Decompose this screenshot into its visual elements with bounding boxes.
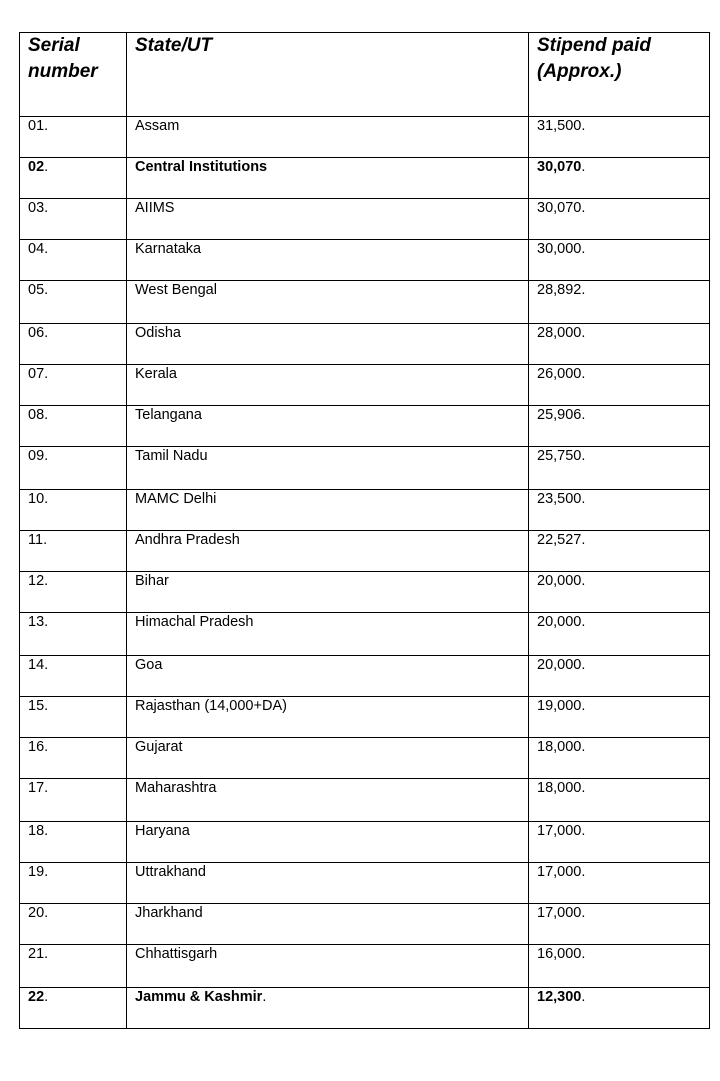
cell-stipend-amount — [529, 447, 710, 490]
cell-serial-number-value: 19 — [28, 864, 45, 880]
cell-serial-number — [20, 365, 127, 406]
cell-stipend-amount-suffix: . — [581, 573, 586, 589]
cell-serial-number-value: 10 — [28, 491, 45, 507]
cell-stipend-amount-value: 18,000 — [537, 739, 582, 755]
cell-serial-number — [20, 904, 127, 945]
cell-stipend-amount-value: 30,070 — [537, 200, 582, 216]
table-row — [20, 822, 710, 863]
cell-stipend-amount-suffix: . — [581, 282, 586, 298]
cell-stipend-amount-suffix: . — [581, 407, 586, 423]
cell-serial-number — [20, 822, 127, 863]
header-stipend-paid: Stipend paid (Approx.) — [529, 33, 710, 117]
cell-stipend-amount-suffix: . — [581, 241, 586, 257]
cell-stipend-amount-suffix: . — [581, 448, 586, 464]
cell-serial-number-value: 20 — [28, 905, 45, 921]
cell-serial-number-suffix: . — [44, 946, 49, 962]
cell-stipend-amount-suffix: . — [581, 780, 586, 796]
cell-stipend-amount-suffix: . — [581, 823, 586, 839]
cell-state-ut-value: Goa — [135, 657, 163, 673]
cell-stipend-amount-value: 30,000 — [537, 241, 582, 257]
cell-state-ut — [127, 988, 529, 1029]
table-row — [20, 406, 710, 447]
cell-serial-number — [20, 447, 127, 490]
cell-serial-number-suffix: . — [44, 241, 49, 257]
cell-stipend-amount-value: 25,906 — [537, 407, 582, 423]
cell-serial-number-suffix: . — [44, 491, 49, 507]
cell-serial-number-suffix: . — [43, 532, 48, 548]
cell-serial-number — [20, 988, 127, 1029]
cell-state-ut — [127, 490, 529, 531]
cell-stipend-amount-suffix: . — [581, 200, 586, 216]
cell-state-ut — [127, 822, 529, 863]
cell-stipend-amount-value: 20,000 — [537, 573, 582, 589]
cell-state-ut-value: Andhra Pradesh — [135, 532, 240, 548]
cell-serial-number-suffix: . — [44, 366, 49, 382]
cell-stipend-amount — [529, 572, 710, 613]
cell-serial-number-value: 03 — [28, 200, 45, 216]
cell-state-ut-value: Bihar — [135, 573, 169, 589]
cell-serial-number-suffix: . — [44, 282, 49, 298]
cell-stipend-amount — [529, 117, 710, 158]
cell-serial-number-value: 02 — [28, 159, 45, 175]
cell-stipend-amount — [529, 945, 710, 988]
table-row — [20, 613, 710, 656]
table-row — [20, 158, 710, 199]
table-row — [20, 863, 710, 904]
cell-stipend-amount — [529, 281, 710, 324]
cell-serial-number-value: 18 — [28, 823, 45, 839]
cell-stipend-amount-suffix: . — [581, 864, 586, 880]
cell-serial-number-value: 17 — [28, 780, 45, 796]
cell-serial-number — [20, 406, 127, 447]
cell-serial-number — [20, 199, 127, 240]
cell-stipend-amount-value: 20,000 — [537, 657, 582, 673]
cell-state-ut-value: Jammu & Kashmir — [135, 989, 263, 1005]
cell-stipend-amount-suffix: . — [581, 366, 586, 382]
cell-state-ut-value: Gujarat — [135, 739, 183, 755]
cell-state-ut — [127, 281, 529, 324]
cell-stipend-amount-value: 26,000 — [537, 366, 582, 382]
cell-serial-number — [20, 158, 127, 199]
cell-stipend-amount-value: 16,000 — [537, 946, 582, 962]
cell-serial-number-value: 05 — [28, 282, 45, 298]
cell-state-ut — [127, 779, 529, 822]
cell-state-ut-value: West Bengal — [135, 282, 217, 298]
cell-serial-number-suffix: . — [44, 823, 49, 839]
cell-serial-number-suffix: . — [44, 325, 49, 341]
cell-stipend-amount — [529, 863, 710, 904]
cell-state-ut — [127, 656, 529, 697]
cell-state-ut-value: Uttrakhand — [135, 864, 206, 880]
cell-stipend-amount — [529, 199, 710, 240]
cell-serial-number-suffix: . — [44, 573, 49, 589]
cell-stipend-amount-value: 28,000 — [537, 325, 582, 341]
cell-state-ut-value: Central Institutions — [135, 159, 268, 175]
cell-state-ut — [127, 240, 529, 281]
table-row — [20, 988, 710, 1029]
cell-stipend-amount — [529, 531, 710, 572]
cell-state-ut-value: Kerala — [135, 366, 177, 382]
cell-serial-number-value: 12 — [28, 573, 45, 589]
cell-stipend-amount-suffix: . — [581, 739, 586, 755]
table-row — [20, 572, 710, 613]
table-row — [20, 447, 710, 490]
cell-serial-number-suffix: . — [44, 200, 49, 216]
cell-stipend-amount-value: 19,000 — [537, 698, 582, 714]
cell-serial-number — [20, 324, 127, 365]
cell-state-ut — [127, 447, 529, 490]
cell-stipend-amount-suffix: . — [581, 905, 586, 921]
cell-state-ut-value: Telangana — [135, 407, 202, 423]
cell-serial-number-suffix: . — [44, 657, 49, 673]
cell-state-ut-value: Karnataka — [135, 241, 202, 257]
table-row — [20, 656, 710, 697]
table-row — [20, 945, 710, 988]
cell-serial-number — [20, 490, 127, 531]
cell-serial-number-suffix: . — [44, 448, 49, 464]
cell-stipend-amount-value: 30,070 — [537, 159, 582, 175]
cell-serial-number — [20, 572, 127, 613]
table-body — [20, 117, 710, 1029]
cell-state-ut — [127, 199, 529, 240]
cell-serial-number-value: 16 — [28, 739, 45, 755]
cell-serial-number-suffix: . — [44, 905, 49, 921]
table-row — [20, 738, 710, 779]
cell-serial-number-suffix: . — [44, 159, 49, 175]
cell-state-ut-value: Haryana — [135, 823, 190, 839]
cell-state-ut — [127, 117, 529, 158]
cell-serial-number-value: 01 — [28, 118, 45, 134]
cell-stipend-amount — [529, 324, 710, 365]
table-row — [20, 324, 710, 365]
cell-serial-number-suffix: . — [44, 989, 49, 1005]
cell-serial-number — [20, 945, 127, 988]
cell-stipend-amount — [529, 988, 710, 1029]
cell-serial-number-value: 21 — [28, 946, 45, 962]
cell-serial-number — [20, 281, 127, 324]
cell-stipend-amount — [529, 240, 710, 281]
table-row — [20, 281, 710, 324]
cell-serial-number-value: 15 — [28, 698, 45, 714]
table-row — [20, 117, 710, 158]
cell-stipend-amount-value: 17,000 — [537, 823, 582, 839]
cell-state-ut-value: Rajasthan (14,000+DA) — [135, 698, 287, 714]
cell-stipend-amount — [529, 697, 710, 738]
table-header — [20, 33, 710, 117]
cell-stipend-amount-value: 20,000 — [537, 614, 582, 630]
cell-stipend-amount-value: 28,892 — [537, 282, 582, 298]
cell-stipend-amount-value: 25,750 — [537, 448, 582, 464]
cell-serial-number-value: 14 — [28, 657, 45, 673]
cell-state-ut-value: MAMC Delhi — [135, 491, 217, 507]
cell-serial-number-value: 07 — [28, 366, 45, 382]
cell-serial-number — [20, 697, 127, 738]
cell-serial-number-suffix: . — [44, 407, 49, 423]
cell-state-ut — [127, 531, 529, 572]
cell-stipend-amount-suffix: . — [581, 946, 586, 962]
cell-stipend-amount — [529, 738, 710, 779]
table-row — [20, 365, 710, 406]
cell-state-ut — [127, 738, 529, 779]
cell-stipend-amount — [529, 779, 710, 822]
cell-serial-number — [20, 240, 127, 281]
cell-state-ut — [127, 613, 529, 656]
cell-stipend-amount — [529, 365, 710, 406]
cell-serial-number-value: 08 — [28, 407, 45, 423]
cell-state-ut — [127, 158, 529, 199]
cell-state-ut-value: AIIMS — [135, 200, 175, 216]
cell-stipend-amount — [529, 490, 710, 531]
cell-serial-number — [20, 117, 127, 158]
table-row — [20, 697, 710, 738]
cell-serial-number-suffix: . — [44, 780, 49, 796]
cell-state-ut — [127, 324, 529, 365]
cell-serial-number-suffix: . — [44, 864, 49, 880]
cell-serial-number-suffix: . — [44, 698, 49, 714]
cell-serial-number — [20, 531, 127, 572]
header-row — [20, 33, 710, 117]
cell-stipend-amount-suffix: . — [581, 159, 586, 175]
cell-stipend-amount-suffix: . — [581, 491, 586, 507]
cell-state-ut-value: Jharkhand — [135, 905, 203, 921]
cell-stipend-amount-value: 22,527 — [537, 532, 582, 548]
cell-state-ut-suffix: . — [262, 989, 267, 1005]
cell-stipend-amount — [529, 158, 710, 199]
cell-stipend-amount — [529, 406, 710, 447]
cell-serial-number — [20, 656, 127, 697]
cell-state-ut-value: Odisha — [135, 325, 181, 341]
cell-stipend-amount-suffix: . — [581, 118, 586, 134]
cell-stipend-amount — [529, 613, 710, 656]
cell-stipend-amount-suffix: . — [581, 698, 586, 714]
table-row — [20, 904, 710, 945]
cell-state-ut-value: Himachal Pradesh — [135, 614, 254, 630]
table-row — [20, 531, 710, 572]
cell-serial-number-value: 13 — [28, 614, 45, 630]
cell-serial-number — [20, 613, 127, 656]
cell-serial-number — [20, 863, 127, 904]
cell-stipend-amount-value: 23,500 — [537, 491, 582, 507]
table-row — [20, 240, 710, 281]
cell-stipend-amount-suffix: . — [581, 614, 586, 630]
cell-state-ut — [127, 406, 529, 447]
cell-serial-number-suffix: . — [44, 739, 49, 755]
cell-stipend-amount-suffix: . — [581, 657, 586, 673]
table-row — [20, 779, 710, 822]
table-row — [20, 490, 710, 531]
cell-serial-number-value: 22 — [28, 989, 45, 1005]
cell-state-ut-value: Chhattisgarh — [135, 946, 218, 962]
cell-stipend-amount-suffix: . — [581, 325, 586, 341]
cell-serial-number — [20, 779, 127, 822]
cell-state-ut-value: Maharashtra — [135, 780, 217, 796]
header-state-ut: State/UT — [127, 33, 529, 117]
cell-serial-number-value: 04 — [28, 241, 45, 257]
cell-state-ut — [127, 863, 529, 904]
cell-stipend-amount — [529, 822, 710, 863]
header-serial-number: Serial number — [20, 33, 127, 117]
cell-serial-number-suffix: . — [44, 614, 49, 630]
cell-stipend-amount-value: 17,000 — [537, 905, 582, 921]
cell-stipend-amount-value: 18,000 — [537, 780, 582, 796]
cell-serial-number — [20, 738, 127, 779]
cell-stipend-amount-value: 12,300 — [537, 989, 582, 1005]
cell-stipend-amount-suffix: . — [581, 532, 586, 548]
cell-state-ut — [127, 945, 529, 988]
cell-serial-number-value: 06 — [28, 325, 45, 341]
cell-stipend-amount-value: 17,000 — [537, 864, 582, 880]
cell-state-ut — [127, 572, 529, 613]
cell-stipend-amount-value: 31,500 — [537, 118, 582, 134]
cell-stipend-amount-suffix: . — [581, 989, 586, 1005]
cell-state-ut — [127, 904, 529, 945]
cell-state-ut — [127, 365, 529, 406]
cell-state-ut-value: Assam — [135, 118, 180, 134]
stipend-table — [19, 32, 710, 1029]
cell-state-ut-value: Tamil Nadu — [135, 448, 208, 464]
cell-serial-number-value: 09 — [28, 448, 45, 464]
table-row — [20, 199, 710, 240]
cell-serial-number-suffix: . — [44, 118, 49, 134]
cell-stipend-amount — [529, 656, 710, 697]
cell-serial-number-value: 11 — [28, 532, 44, 548]
cell-state-ut — [127, 697, 529, 738]
cell-stipend-amount — [529, 904, 710, 945]
